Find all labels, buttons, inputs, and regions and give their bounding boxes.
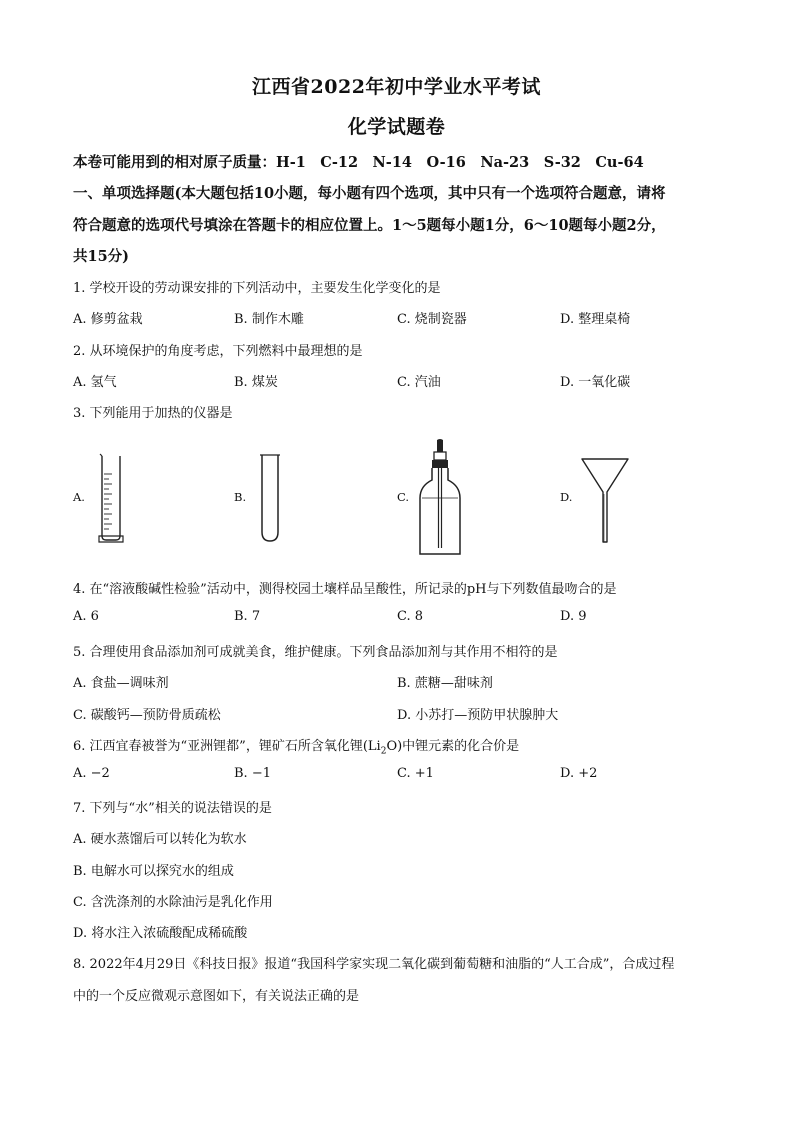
q4-option-a: A. 6 xyxy=(73,609,99,624)
q1-option-c: C. 烧制瓷器 xyxy=(397,312,467,327)
question-8-stem-line2: 中的一个反应微观示意图如下，有关说法正确的是 xyxy=(73,989,360,1004)
q7-option-b: B. 电解水可以探究水的组成 xyxy=(73,864,234,879)
q2-option-a: A. 氢气 xyxy=(73,375,117,390)
question-3-stem: 3. 下列能用于加热的仪器是 xyxy=(73,406,233,421)
q4-option-b: B. 7 xyxy=(234,609,261,624)
dropper-bottle-icon xyxy=(416,438,464,558)
q7-option-d: D. 将水注入浓硫酸配成稀硫酸 xyxy=(73,926,248,941)
q4-option-c: C. 8 xyxy=(397,609,424,624)
section-header-line3: 共15分) xyxy=(73,248,130,265)
q2-option-b: B. 煤炭 xyxy=(234,375,278,390)
q6-option-d: D. +2 xyxy=(560,766,598,781)
question-1-stem: 1. 学校开设的劳动课安排的下列活动中，主要发生化学变化的是 xyxy=(73,281,441,296)
q1-option-b: B. 制作木雕 xyxy=(234,312,304,327)
question-4-stem: 4. 在“溶液酸碱性检验”活动中，测得校园土壤样品呈酸性，所记录的pH与下列数值最吻合的是 xyxy=(73,582,617,597)
q5-option-a: A. 食盐—调味剂 xyxy=(73,676,169,691)
q3-option-a: A. xyxy=(73,490,85,504)
q7-option-a: A. 硬水蒸馏后可以转化为软水 xyxy=(73,832,247,847)
q6-option-b: B. −1 xyxy=(234,766,271,781)
q6-option-a: A. −2 xyxy=(73,766,110,781)
q3-option-b: B. xyxy=(234,490,247,504)
section-header-line2: 符合题意的选项代号填涂在答题卡的相应位置上。1～5题每小题1分，6～10题每小题2分， xyxy=(73,217,666,234)
q6-stem-part1: 6. 江西宜春被誉为“亚洲锂都”，锂矿石所含氧化锂(Li xyxy=(73,739,381,754)
graduated-cylinder-icon xyxy=(96,452,126,544)
page-subtitle: 化学试题卷 xyxy=(347,116,446,138)
q6-stem-part2: O)中锂元素的化合价是 xyxy=(386,739,520,754)
q4-option-d: D. 9 xyxy=(560,609,587,624)
q1-option-d: D. 整理桌椅 xyxy=(560,312,631,327)
q1-option-a: A. 修剪盆栽 xyxy=(73,312,143,327)
question-8-stem-line1: 8. 2022年4月29日《科技日报》报道“我国科学家实现二氧化碳到葡萄糖和油脂的“人工合成”，合成过程 xyxy=(73,957,675,972)
q3-option-c: C. xyxy=(397,490,410,504)
test-tube-icon xyxy=(258,452,282,544)
q2-option-d: D. 一氧化碳 xyxy=(560,375,631,390)
q5-option-d: D. 小苏打—预防甲状腺肿大 xyxy=(397,708,559,723)
page-title: 江西省2022年初中学业水平考试 xyxy=(252,76,541,98)
q6-option-c: C. +1 xyxy=(397,766,434,781)
section-header-line1: 一、单项选择题(本大题包括10小题，每小题有四个选项，其中只有一个选项符合题意，请将 xyxy=(73,185,666,202)
question-7-stem: 7. 下列与“水”相关的说法错误的是 xyxy=(73,801,272,816)
question-5-stem: 5. 合理使用食品添加剂可成就美食，维护健康。下列食品添加剂与其作用不相符的是 xyxy=(73,645,558,660)
question-6-stem xyxy=(73,735,519,757)
funnel-icon xyxy=(580,456,630,546)
q2-option-c: C. 汽油 xyxy=(397,375,441,390)
q5-option-c: C. 碳酸钙—预防骨质疏松 xyxy=(73,708,221,723)
q7-option-c: C. 含洗涤剂的水除油污是乳化作用 xyxy=(73,895,273,910)
question-2-stem: 2. 从环境保护的角度考虑，下列燃料中最理想的是 xyxy=(73,344,363,359)
q6-stem-subscript: 2 xyxy=(380,746,387,757)
q3-option-d: D. xyxy=(560,490,573,504)
q5-option-b: B. 蔗糖—甜味剂 xyxy=(397,676,493,691)
atomic-masses: 本卷可能用到的相对原子质量：H-1 C-12 N-14 O-16 Na-23 S-32 Cu-64 xyxy=(73,154,644,171)
